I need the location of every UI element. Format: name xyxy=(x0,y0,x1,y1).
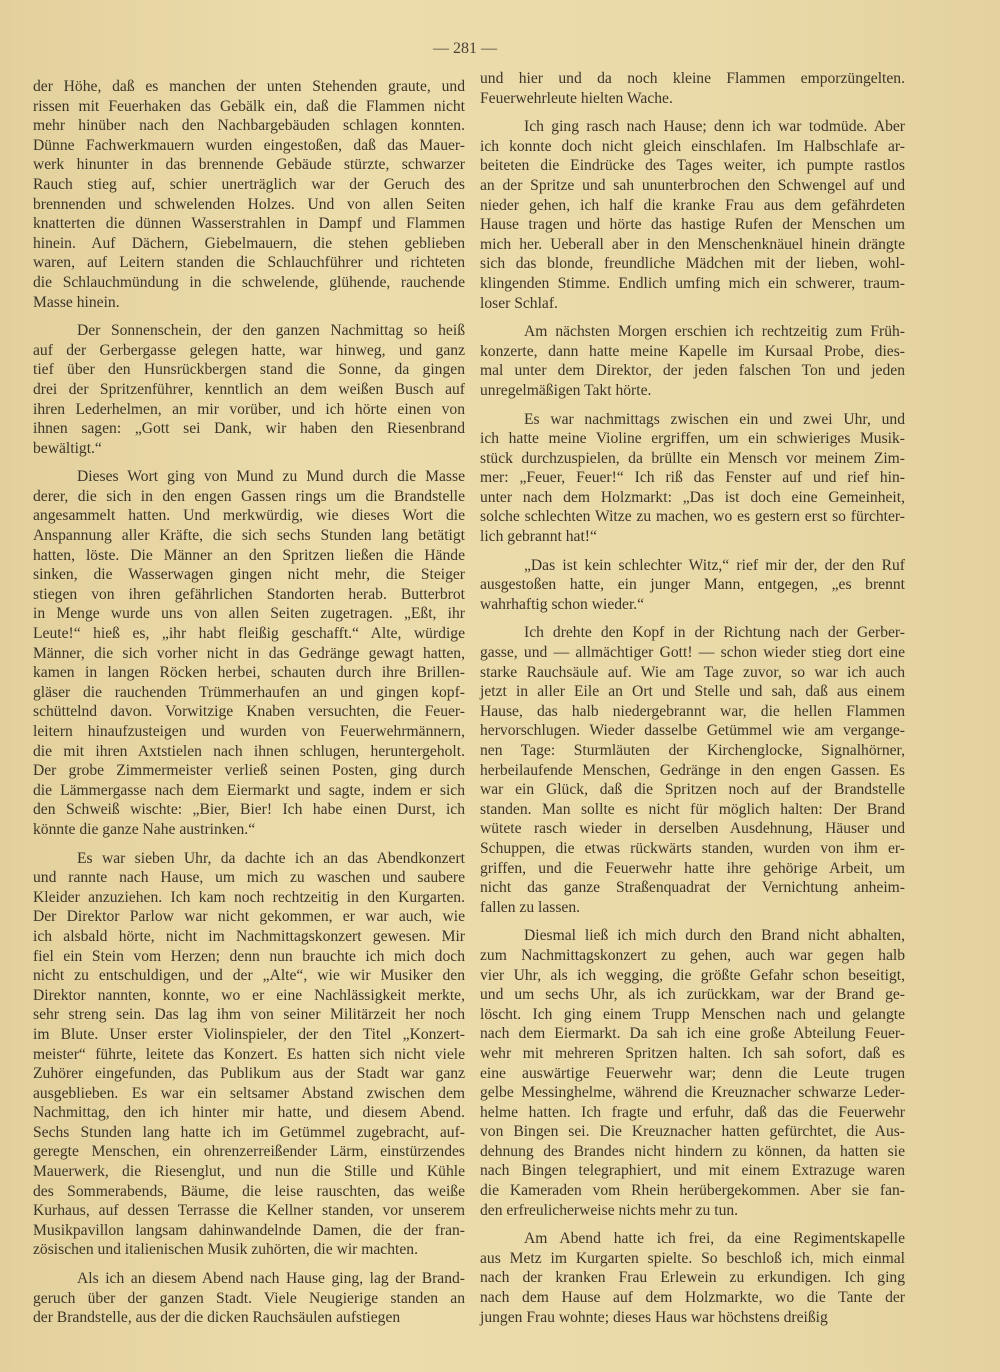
text-line: konzerte, dann hatte meine Kapelle im Kursaal Probe, dies- xyxy=(480,342,905,360)
text-line: Der Direktor Parlow war nicht gekommen, er war auch, wie xyxy=(33,908,465,926)
text-line: ausgestoßen hatte, ein junger Mann, entgegen, „es brennt xyxy=(480,576,905,594)
text-line: wahrhaftig schon wieder.“ xyxy=(480,595,645,613)
text-line: an der Spritze und sah ununterbrochen den Schwengel auf und xyxy=(480,176,905,194)
text-line: Männer, die sich vorher nicht in das Gedränge gewagt hatten, xyxy=(33,644,465,662)
text-line: der Brandstelle, aus der die dicken Rauchsäulen aufstiegen xyxy=(33,1309,401,1327)
text-line: Masse hinein. xyxy=(33,293,120,311)
text-line: derer, die sich in den engen Gassen rings um die Brandstelle xyxy=(33,487,465,505)
text-line: rissen mit Feuerhaken das Gebälk ein, daß die Flammen nicht xyxy=(33,97,465,115)
paragraph xyxy=(33,467,465,839)
text-line: nach Bingen telegraphiert, und mit einem Extrazuge waren xyxy=(480,1162,905,1180)
text-line: wehr mit mehreren Spritzen halten. Ich sah sofort, daß es xyxy=(480,1044,905,1062)
text-line: herbeilaufende Menschen, Gedränge in den engen Gassen. Es xyxy=(480,761,905,779)
text-line: ausgeblieben. Es war ein seltsamer Abstand zwischen dem xyxy=(33,1084,465,1102)
text-line: „Das ist kein schlechter Witz,“ rief mir der, der den Ruf xyxy=(524,556,905,574)
text-line: mal unter dem Direktor, der jeden falschen Ton und jeden xyxy=(480,362,905,380)
text-line: gasse, und — allmächtiger Gott! — schon wieder stieg dort eine xyxy=(480,644,905,662)
paragraph xyxy=(480,322,905,400)
text-line: die mit ihren Axtstielen nach ihnen schlugen, heruntergeholt. xyxy=(33,742,465,760)
text-line: Diesmal ließ ich mich durch den Brand nicht abhalten, xyxy=(524,927,905,945)
text-line: nach dem Eiermarkt. Da sah ich eine große Abteilung Feuer- xyxy=(480,1025,905,1043)
text-line: eine auswärtige Feuerwehr war; denn die Leute trugen xyxy=(480,1064,905,1082)
paragraph xyxy=(480,69,905,108)
paragraph xyxy=(33,321,465,458)
text-line: Hause, das halb niedergebrannt war, die hellen Flammen xyxy=(480,702,905,720)
paragraph xyxy=(480,410,905,547)
text-line: nach der kranken Frau Erlewein zu erkundigen. Ich ging xyxy=(480,1269,905,1287)
text-line: Rauch stieg auf, schier unerträglich war der Geruch des xyxy=(33,175,465,193)
text-line: Kurhaus, auf dessen Terrasse die Kellner standen, vor unserem xyxy=(33,1202,465,1220)
paragraph xyxy=(480,926,905,1220)
text-line: griffen, und die Feuerwehr hatte ihre gehörige Arbeit, um xyxy=(480,859,905,877)
text-line: drei der Spritzenführer, kenntlich an dem weißen Busch auf xyxy=(33,380,465,398)
text-line: war ein Glück, daß die Spritzen noch auf der Brandstelle xyxy=(480,781,905,799)
text-line: klingenden Stimme. Endlich umfing mich ein schwerer, traum- xyxy=(480,274,905,292)
text-line: mich her. Ueberall aber in den Menschenknäuel hinein drängte xyxy=(480,235,905,253)
text-line: nicht das ganze Straßenquadrat der Vernichtung anheim- xyxy=(480,879,905,897)
text-line: standen. Man sollte es nicht für möglich halten: Der Brand xyxy=(480,800,905,818)
text-line: Anspannung aller Kräfte, die sich sechs Stunden lang betätigt xyxy=(33,527,465,545)
paragraph xyxy=(33,1269,465,1328)
text-line: unregelmäßigen Takt hörte. xyxy=(480,381,652,399)
text-line: hatten, löste. Die Männer an den Spritzen ließen die Hände xyxy=(33,546,465,564)
text-line: waren, auf Leitern standen die Schlauchführer und richteten xyxy=(33,254,465,272)
paragraph xyxy=(480,117,905,313)
text-line: Es war nachmittags zwischen ein und zwei Uhr, und xyxy=(524,410,905,428)
text-line: Mauerwerk, die Riesenglut, und nun die Stille und Kühle xyxy=(33,1163,465,1181)
text-line: helme hatten. Ich fragte und erfuhr, daß das die Feuerwehr xyxy=(480,1103,905,1121)
text-line: geruch über der ganzen Stadt. Viele Neugierige standen an xyxy=(33,1289,465,1307)
text-line: solche schlechten Witze zu machen, wo es gestern erst so fürchter- xyxy=(480,508,905,526)
text-line: Der grobe Zimmermeister verließ seinen Posten, ging durch xyxy=(33,762,465,780)
text-line: Schuppen, die etwas rückwärts standen, wurden von ihm er- xyxy=(480,839,905,857)
text-line: mer: „Feuer, Feuer!“ Ich riß das Fenster auf und rief hin- xyxy=(480,469,905,487)
paragraph xyxy=(480,623,905,917)
text-line: meister“ führte, leitete das Konzert. Es hatten sich nicht viele xyxy=(33,1045,465,1063)
text-line: könnte die ganze Nahe austrinken.“ xyxy=(33,820,256,838)
text-line: löscht. Ich ging einem Trupp Menschen nach und gelangte xyxy=(480,1005,905,1023)
text-line: des Sommerabends, Bäume, die leise rauschten, das weiße xyxy=(33,1182,465,1200)
text-line: Ich drehte den Kopf in der Richtung nach der Gerber- xyxy=(524,624,905,642)
text-line: mehr hinüber nach den Nachbargebäuden schlagen konnten. xyxy=(33,117,465,135)
text-line: den erfreulicherweise nichts mehr zu tun. xyxy=(480,1201,739,1219)
text-line: nieder gehen, ich half die kranke Frau aus dem gefährdeten xyxy=(480,196,905,214)
text-line: angesammelt hatten. Und merkwürdig, wie dieses Wort die xyxy=(33,507,465,525)
text-line: werk hinunter in das brennende Gebäude stürzte, schwarzer xyxy=(33,156,465,174)
text-line: sinken, die Wasserwagen gingen nicht mehr, die Steiger xyxy=(33,566,465,584)
text-line: Es war sieben Uhr, da dachte ich an das Abendkonzert xyxy=(77,849,465,867)
text-line: lich gebrannt hat!“ xyxy=(480,528,597,546)
text-line: Musikpavillon langsam dahinwandelnde Damen, die der fran- xyxy=(33,1221,465,1239)
text-line: fallen zu lassen. xyxy=(480,898,581,916)
text-line: ich hatte meine Violine ergriffen, um ein schwieriges Musik- xyxy=(480,430,905,448)
text-line: im Blute. Unser erster Violinspieler, der den Titel „Konzert- xyxy=(33,1025,465,1043)
text-line: ihnen sagen: „Gott sei Dank, wir haben den Riesenbrand xyxy=(33,420,465,438)
text-line: dehnung des Brandes nicht hindern zu können, da hatten sie xyxy=(480,1142,905,1160)
text-line: gelbe Messinghelme, während die Kreuznacher schwarze Leder- xyxy=(480,1084,905,1102)
text-line: schüttelnd davon. Vorwitzige Knaben versuchten, die Feuer- xyxy=(33,703,465,721)
text-line: Feuerwehrleute hielten Wache. xyxy=(480,89,673,107)
text-line: sehr streng sein. Das lag ihm von seiner Militärzeit her noch xyxy=(33,1006,465,1024)
text-line: jungen Frau wohnte; dieses Haus war höchstens dreißig xyxy=(480,1308,828,1326)
text-line: gläser die rauchenden Trümmerhaufen an und gingen kopf- xyxy=(33,683,465,701)
text-line: Kleider anzuziehen. Ich kam noch rechtzeitig in den Kurgarten. xyxy=(33,888,465,906)
text-line: Leute!“ hieß es, „ihr habt fleißig geschafft.“ Alte, würdige xyxy=(33,625,465,643)
text-line: stiegen von ihren gefährlichen Standorten herab. Butterbrot xyxy=(33,585,465,603)
text-line: loser Schlaf. xyxy=(480,294,558,312)
text-line: aus Metz im Kurgarten spielte. So beschloß ich, mich einmal xyxy=(480,1249,905,1267)
text-line: und um sechs Uhr, als ich zurückkam, war der Brand ge- xyxy=(480,986,905,1004)
text-line: Zuhörer eingefunden, das Publikum aus der Stadt war ganz xyxy=(33,1065,465,1083)
text-line: ich konnte doch nicht gleich einschlafen. Im Halbschlafe ar- xyxy=(480,137,905,155)
text-line: hervorschlugen. Wieder dasselbe Getümmel wie am vergange- xyxy=(480,722,905,740)
text-line: Direktor nannten, konnte, wo er eine Nachlässigkeit merkte, xyxy=(33,986,465,1004)
paragraph xyxy=(480,1229,905,1327)
paragraph xyxy=(33,849,465,1260)
text-line: zum Nachmittagskonzert zu gehen, auch war gegen halb xyxy=(480,946,905,964)
text-line: Dieses Wort ging von Mund zu Mund durch die Masse xyxy=(77,468,465,486)
text-line: zösischen und italienischen Musik zuhörten, die wir machten. xyxy=(33,1241,418,1259)
text-line: ich alsbald hörte, nicht im Nachmittagskonzert gewesen. Mir xyxy=(33,927,465,945)
text-line: brennenden und schwelenden Holzes. Und von allen Seiten xyxy=(33,195,465,213)
text-line: kamen in langen Röcken herbei, schauten durch ihre Brillen- xyxy=(33,664,465,682)
text-line: Hause tragen und hörte das hastige Rufen der Menschen um xyxy=(480,216,905,234)
text-line: vier Uhr, als ich wegging, die größte Gefahr schon beseitigt, xyxy=(480,966,905,984)
text-line: Sechs Stunden lang hatte ich im Getümmel zugebracht, auf- xyxy=(33,1123,465,1141)
text-line: wütete rasch wieder in derselben Ausdehnung, Häuser und xyxy=(480,820,905,838)
text-line: und rannte nach Hause, um mich zu waschen und saubere xyxy=(33,869,465,887)
text-line: bewältigt.“ xyxy=(33,439,102,457)
text-line: sich das blonde, freundliche Mädchen mit der lieben, wohl- xyxy=(480,255,905,273)
text-line: Dünne Fachwerkmauern wurden eingestoßen, daß das Mauer- xyxy=(33,136,465,154)
text-line: in Menge wurde uns von allen Seiten zugetragen. „Eßt, ihr xyxy=(33,605,465,623)
paragraph xyxy=(33,77,465,312)
text-line: die Schlauchmündung in die schwelende, glühende, rauchende xyxy=(33,273,465,291)
text-line: tief über den Hunsrückbergen stand die Sonne, da gingen xyxy=(33,361,465,379)
text-line: leitern hinaufzusteigen und wurden von Feuerwehrmännern, xyxy=(33,723,465,740)
text-line: auf der Gerbergasse gelegen hatte, war hinweg, und ganz xyxy=(33,341,465,359)
text-line: Ich ging rasch nach Hause; denn ich war todmüde. Aber xyxy=(524,118,905,136)
text-line: geregte Menschen, ein ohrenzerreißender Lärm, einstürzendes xyxy=(33,1143,465,1161)
text-line: fiel ein Stein vom Herzen; denn nun brauchte ich mich doch xyxy=(33,947,465,965)
text-line: knatterten die dünnen Wasserstrahlen in Dampf und Flammen xyxy=(33,215,465,233)
text-line: nicht zu entschuldigen, und der „Alte“, wie wir Musiker den xyxy=(33,967,465,985)
text-line: ihren Lederhelmen, an mir vorüber, und ich hörte einen von xyxy=(33,400,465,418)
text-line: hinein. Auf Dächern, Giebelmauern, die stehen geblieben xyxy=(33,234,465,252)
page-number: — 281 — xyxy=(433,40,497,57)
text-line: Nachmittag, den ich hinter mir hatte, und diesem Abend. xyxy=(33,1104,465,1122)
text-line: die Lämmergasse nach dem Eiermarkt und sagte, indem er sich xyxy=(33,781,465,799)
text-line: der Höhe, daß es manchen der unten Stehenden graute, und xyxy=(33,78,465,95)
text-line: und hier und da noch kleine Flammen emporzüngelten. xyxy=(480,70,905,87)
text-line: stück durchzuspielen, da brüllte ein Mensch vor meinem Zim- xyxy=(480,449,905,467)
right-text-column xyxy=(480,69,905,1336)
left-text-column xyxy=(33,77,465,1337)
text-line: jetzt in aller Eile an Ort und Stelle und sah, daß aus einem xyxy=(480,683,905,701)
text-line: Der Sonnenschein, der den ganzen Nachmittag so heiß xyxy=(77,322,465,340)
text-line: unter nach dem Holzmarkt: „Das ist doch eine Gemeinheit, xyxy=(480,488,905,506)
text-line: Am Abend hatte ich frei, da eine Regimentskapelle xyxy=(524,1230,905,1248)
text-line: die Kameraden vom Rhein herübergekommen. Aber sie fan- xyxy=(480,1182,905,1200)
text-line: Am nächsten Morgen erschien ich rechtzeitig zum Früh- xyxy=(524,323,905,341)
paragraph xyxy=(480,556,905,615)
text-line: beiteten die Eindrücke des Tages weiter, ich pumpte rastlos xyxy=(480,157,905,175)
text-line: Als ich an diesem Abend nach Hause ging, lag der Brand- xyxy=(77,1270,465,1288)
text-line: starke Rauchsäule auf. Wie am Tage zuvor, so war ich auch xyxy=(480,663,905,681)
text-line: von Bingen sei. Die Kreuznacher hatten gefürchtet, die Aus- xyxy=(480,1123,905,1141)
text-line: den Schweiß wischte: „Bier, Bier! Ich habe einen Durst, ich xyxy=(33,801,465,819)
text-line: nen Tage: Sturmläuten der Kirchenglocke, Signalhörner, xyxy=(480,742,905,759)
text-line: nach dem Hause auf dem Holzmarkte, wo die Tante der xyxy=(480,1289,905,1307)
